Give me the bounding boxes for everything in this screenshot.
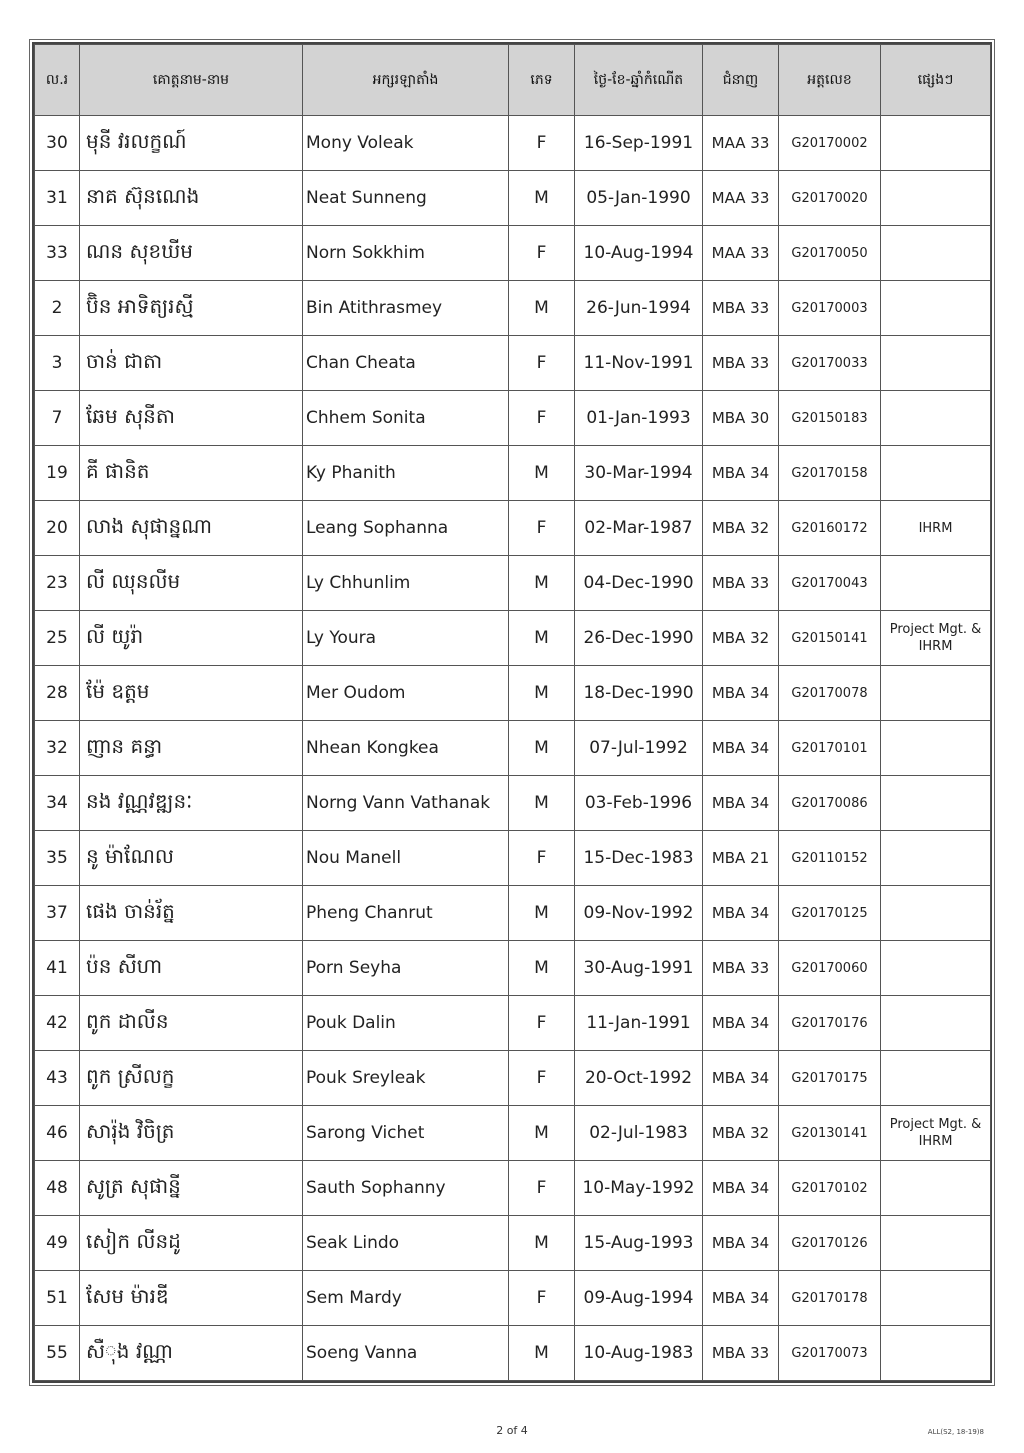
khmer-name-cell: គី ផានិត: [80, 446, 303, 501]
note-cell: [881, 996, 991, 1051]
date-of-birth-cell: 07-Jul-1992: [575, 721, 703, 776]
note-cell: [881, 281, 991, 336]
table-row: [35, 501, 991, 556]
row-number-cell: 41: [35, 941, 80, 996]
latin-name-cell: Pouk Sreyleak: [303, 1051, 509, 1106]
sex-cell: M: [509, 721, 575, 776]
sex-cell: F: [509, 391, 575, 446]
latin-name-cell: Nou Manell: [303, 831, 509, 886]
table-row: [35, 116, 991, 171]
latin-name-cell: Mer Oudom: [303, 666, 509, 721]
date-of-birth-cell: 09-Aug-1994: [575, 1271, 703, 1326]
table-row: [35, 556, 991, 611]
program-cell: MBA 21: [703, 831, 779, 886]
row-number-cell: 49: [35, 1216, 80, 1271]
khmer-name-cell: លាង សុផាន្នណា: [80, 501, 303, 556]
row-number-cell: 31: [35, 171, 80, 226]
header-note: ផ្សេងៗ: [881, 45, 991, 116]
program-cell: MBA 30: [703, 391, 779, 446]
note-cell: [881, 776, 991, 831]
note-cell: Project Mgt. & IHRM: [881, 611, 991, 666]
table-row: [35, 886, 991, 941]
khmer-name-cell: ពូក ស្រីលក្ខ: [80, 1051, 303, 1106]
table-row: [35, 666, 991, 721]
khmer-name-cell: សារ៉ុង វិចិត្រ: [80, 1106, 303, 1161]
latin-name-cell: Norn Sokkhim: [303, 226, 509, 281]
sex-cell: F: [509, 226, 575, 281]
row-number-cell: 20: [35, 501, 80, 556]
note-cell: [881, 831, 991, 886]
latin-name-cell: Leang Sophanna: [303, 501, 509, 556]
row-number-cell: 35: [35, 831, 80, 886]
table-row: [35, 831, 991, 886]
khmer-name-cell: នង វណ្ណវឌ្ឍនៈ: [80, 776, 303, 831]
note-cell: [881, 336, 991, 391]
latin-name-cell: Chan Cheata: [303, 336, 509, 391]
student-id-cell: G20170086: [779, 776, 881, 831]
date-of-birth-cell: 16-Sep-1991: [575, 116, 703, 171]
table-row: [35, 1051, 991, 1106]
header-khmer-name: គោត្តនាម-នាម: [80, 45, 303, 116]
row-number-cell: 7: [35, 391, 80, 446]
table-row: [35, 1271, 991, 1326]
khmer-name-cell: សៀក លីនដូ: [80, 1216, 303, 1271]
sex-cell: M: [509, 941, 575, 996]
header-program: ជំនាញ: [703, 45, 779, 116]
header-student-id: អត្តលេខ: [779, 45, 881, 116]
latin-name-cell: Ly Youra: [303, 611, 509, 666]
note-cell: [881, 886, 991, 941]
date-of-birth-cell: 26-Jun-1994: [575, 281, 703, 336]
latin-name-cell: Bin Atithrasmey: [303, 281, 509, 336]
table-row: [35, 1161, 991, 1216]
latin-name-cell: Ky Phanith: [303, 446, 509, 501]
khmer-name-cell: សឺុង វណ្ណា: [80, 1326, 303, 1381]
row-number-cell: 42: [35, 996, 80, 1051]
latin-name-cell: Sem Mardy: [303, 1271, 509, 1326]
student-id-cell: G20170176: [779, 996, 881, 1051]
row-number-cell: 33: [35, 226, 80, 281]
table-row: [35, 446, 991, 501]
student-id-cell: G20150141: [779, 611, 881, 666]
note-cell: [881, 1161, 991, 1216]
latin-name-cell: Porn Seyha: [303, 941, 509, 996]
sex-cell: F: [509, 831, 575, 886]
date-of-birth-cell: 09-Nov-1992: [575, 886, 703, 941]
date-of-birth-cell: 01-Jan-1993: [575, 391, 703, 446]
table-row: [35, 776, 991, 831]
sex-cell: M: [509, 171, 575, 226]
sex-cell: F: [509, 501, 575, 556]
program-cell: MBA 34: [703, 1271, 779, 1326]
sex-cell: M: [509, 1106, 575, 1161]
program-cell: MBA 34: [703, 446, 779, 501]
khmer-name-cell: ចាន់ ជាតា: [80, 336, 303, 391]
date-of-birth-cell: 11-Jan-1991: [575, 996, 703, 1051]
sex-cell: M: [509, 1326, 575, 1381]
row-number-cell: 55: [35, 1326, 80, 1381]
student-id-cell: G20170073: [779, 1326, 881, 1381]
date-of-birth-cell: 10-Aug-1983: [575, 1326, 703, 1381]
student-id-cell: G20170002: [779, 116, 881, 171]
student-id-cell: G20170043: [779, 556, 881, 611]
row-number-cell: 34: [35, 776, 80, 831]
sex-cell: M: [509, 281, 575, 336]
date-of-birth-cell: 04-Dec-1990: [575, 556, 703, 611]
latin-name-cell: Seak Lindo: [303, 1216, 509, 1271]
header-sex: ភេទ: [509, 45, 575, 116]
latin-name-cell: Norng Vann Vathanak: [303, 776, 509, 831]
student-id-cell: G20150183: [779, 391, 881, 446]
program-cell: MBA 33: [703, 281, 779, 336]
student-id-cell: G20170125: [779, 886, 881, 941]
note-cell: [881, 446, 991, 501]
khmer-name-cell: ប៉ន សីហា: [80, 941, 303, 996]
note-cell: [881, 1216, 991, 1271]
row-number-cell: 37: [35, 886, 80, 941]
student-id-cell: G20170178: [779, 1271, 881, 1326]
khmer-name-cell: នូ ម៉ាណែល: [80, 831, 303, 886]
note-cell: [881, 1271, 991, 1326]
table-body: [35, 116, 991, 1381]
row-number-cell: 28: [35, 666, 80, 721]
row-number-cell: 51: [35, 1271, 80, 1326]
student-list-table-frame: [32, 42, 992, 1383]
student-id-cell: G20170033: [779, 336, 881, 391]
program-cell: MBA 34: [703, 776, 779, 831]
student-id-cell: G20170158: [779, 446, 881, 501]
row-number-cell: 19: [35, 446, 80, 501]
table-row: [35, 996, 991, 1051]
table-row: [35, 1216, 991, 1271]
program-cell: MBA 33: [703, 556, 779, 611]
program-cell: MBA 34: [703, 1161, 779, 1216]
student-id-cell: G20170175: [779, 1051, 881, 1106]
sex-cell: M: [509, 556, 575, 611]
latin-name-cell: Soeng Vanna: [303, 1326, 509, 1381]
table-row: [35, 941, 991, 996]
khmer-name-cell: ញាន គន្ធា: [80, 721, 303, 776]
note-cell: [881, 721, 991, 776]
student-id-cell: G20170060: [779, 941, 881, 996]
latin-name-cell: Mony Voleak: [303, 116, 509, 171]
sex-cell: M: [509, 886, 575, 941]
program-cell: MBA 34: [703, 1051, 779, 1106]
latin-name-cell: Sauth Sophanny: [303, 1161, 509, 1216]
row-number-cell: 23: [35, 556, 80, 611]
program-cell: MAA 33: [703, 171, 779, 226]
sex-cell: F: [509, 996, 575, 1051]
date-of-birth-cell: 30-Mar-1994: [575, 446, 703, 501]
program-cell: MBA 32: [703, 611, 779, 666]
program-cell: MAA 33: [703, 116, 779, 171]
program-cell: MBA 34: [703, 721, 779, 776]
sex-cell: F: [509, 116, 575, 171]
khmer-name-cell: នាគ ស៊ុនណេង: [80, 171, 303, 226]
khmer-name-cell: ពូក ដាលីន: [80, 996, 303, 1051]
program-cell: MAA 33: [703, 226, 779, 281]
table-row: [35, 1326, 991, 1381]
table-row: [35, 721, 991, 776]
date-of-birth-cell: 05-Jan-1990: [575, 171, 703, 226]
note-cell: [881, 941, 991, 996]
student-id-cell: G20130141: [779, 1106, 881, 1161]
khmer-name-cell: ម៉ែ ឧត្តម: [80, 666, 303, 721]
row-number-cell: 25: [35, 611, 80, 666]
khmer-name-cell: លី យូរ៉ា: [80, 611, 303, 666]
khmer-name-cell: ផេង ចាន់រ័ត្ន: [80, 886, 303, 941]
table-row: [35, 171, 991, 226]
note-cell: [881, 1326, 991, 1381]
student-id-cell: G20170126: [779, 1216, 881, 1271]
header-date-of-birth: ថ្ងៃ-ខែ-ឆ្នាំកំណើត: [575, 45, 703, 116]
program-cell: MBA 34: [703, 886, 779, 941]
note-cell: [881, 171, 991, 226]
program-cell: MBA 32: [703, 501, 779, 556]
latin-name-cell: Neat Sunneng: [303, 171, 509, 226]
program-cell: MBA 33: [703, 1326, 779, 1381]
latin-name-cell: Pouk Dalin: [303, 996, 509, 1051]
row-number-cell: 48: [35, 1161, 80, 1216]
latin-name-cell: Pheng Chanrut: [303, 886, 509, 941]
table-row: [35, 336, 991, 391]
khmer-name-cell: ណន សុខឃីម: [80, 226, 303, 281]
sex-cell: M: [509, 1216, 575, 1271]
sex-cell: F: [509, 1051, 575, 1106]
note-cell: [881, 116, 991, 171]
date-of-birth-cell: 18-Dec-1990: [575, 666, 703, 721]
khmer-name-cell: ប៊ិន អាទិត្យរស្មី: [80, 281, 303, 336]
program-cell: MBA 33: [703, 941, 779, 996]
student-id-cell: G20110152: [779, 831, 881, 886]
date-of-birth-cell: 11-Nov-1991: [575, 336, 703, 391]
student-id-cell: G20170050: [779, 226, 881, 281]
note-cell: [881, 666, 991, 721]
date-of-birth-cell: 10-May-1992: [575, 1161, 703, 1216]
table-row: [35, 226, 991, 281]
note-cell: [881, 1051, 991, 1106]
row-number-cell: 2: [35, 281, 80, 336]
date-of-birth-cell: 20-Oct-1992: [575, 1051, 703, 1106]
student-id-cell: G20170003: [779, 281, 881, 336]
student-id-cell: G20170101: [779, 721, 881, 776]
sex-cell: M: [509, 776, 575, 831]
sex-cell: F: [509, 1271, 575, 1326]
date-of-birth-cell: 03-Feb-1996: [575, 776, 703, 831]
date-of-birth-cell: 10-Aug-1994: [575, 226, 703, 281]
program-cell: MBA 32: [703, 1106, 779, 1161]
row-number-cell: 43: [35, 1051, 80, 1106]
khmer-name-cell: ឆែម សុនីតា: [80, 391, 303, 446]
note-cell: [881, 556, 991, 611]
date-of-birth-cell: 15-Aug-1993: [575, 1216, 703, 1271]
sex-cell: M: [509, 446, 575, 501]
program-cell: MBA 34: [703, 666, 779, 721]
header-number: ល.រ: [35, 45, 80, 116]
latin-name-cell: Nhean Kongkea: [303, 721, 509, 776]
khmer-name-cell: មុនី វរលក្ខណ៍: [80, 116, 303, 171]
header-latin-name: អក្សរឡាតាំង: [303, 45, 509, 116]
program-cell: MBA 34: [703, 1216, 779, 1271]
sex-cell: F: [509, 1161, 575, 1216]
row-number-cell: 3: [35, 336, 80, 391]
row-number-cell: 32: [35, 721, 80, 776]
row-number-cell: 46: [35, 1106, 80, 1161]
student-list-table: [34, 44, 991, 1381]
table-row: [35, 611, 991, 666]
note-cell: IHRM: [881, 501, 991, 556]
page-number: 2 of 4: [496, 1424, 528, 1437]
table-row: [35, 1106, 991, 1161]
program-cell: MBA 34: [703, 996, 779, 1051]
note-cell: [881, 391, 991, 446]
student-id-cell: G20170020: [779, 171, 881, 226]
table-row: [35, 391, 991, 446]
latin-name-cell: Ly Chhunlim: [303, 556, 509, 611]
note-cell: [881, 226, 991, 281]
table-row: [35, 281, 991, 336]
latin-name-cell: Chhem Sonita: [303, 391, 509, 446]
sex-cell: M: [509, 666, 575, 721]
khmer-name-cell: លី ឈុនលីម: [80, 556, 303, 611]
student-id-cell: G20170078: [779, 666, 881, 721]
note-cell: Project Mgt. & IHRM: [881, 1106, 991, 1161]
sex-cell: M: [509, 611, 575, 666]
student-id-cell: G20160172: [779, 501, 881, 556]
date-of-birth-cell: 02-Jul-1983: [575, 1106, 703, 1161]
latin-name-cell: Sarong Vichet: [303, 1106, 509, 1161]
sex-cell: F: [509, 336, 575, 391]
date-of-birth-cell: 02-Mar-1987: [575, 501, 703, 556]
date-of-birth-cell: 15-Dec-1983: [575, 831, 703, 886]
khmer-name-cell: សូត្រ សុផាន្នី: [80, 1161, 303, 1216]
date-of-birth-cell: 30-Aug-1991: [575, 941, 703, 996]
student-id-cell: G20170102: [779, 1161, 881, 1216]
program-cell: MBA 33: [703, 336, 779, 391]
row-number-cell: 30: [35, 116, 80, 171]
header-row: [35, 45, 991, 116]
date-of-birth-cell: 26-Dec-1990: [575, 611, 703, 666]
khmer-name-cell: សែម ម៉ារឌី: [80, 1271, 303, 1326]
document-code: ALL(S2, 18-19)8: [927, 1428, 984, 1436]
